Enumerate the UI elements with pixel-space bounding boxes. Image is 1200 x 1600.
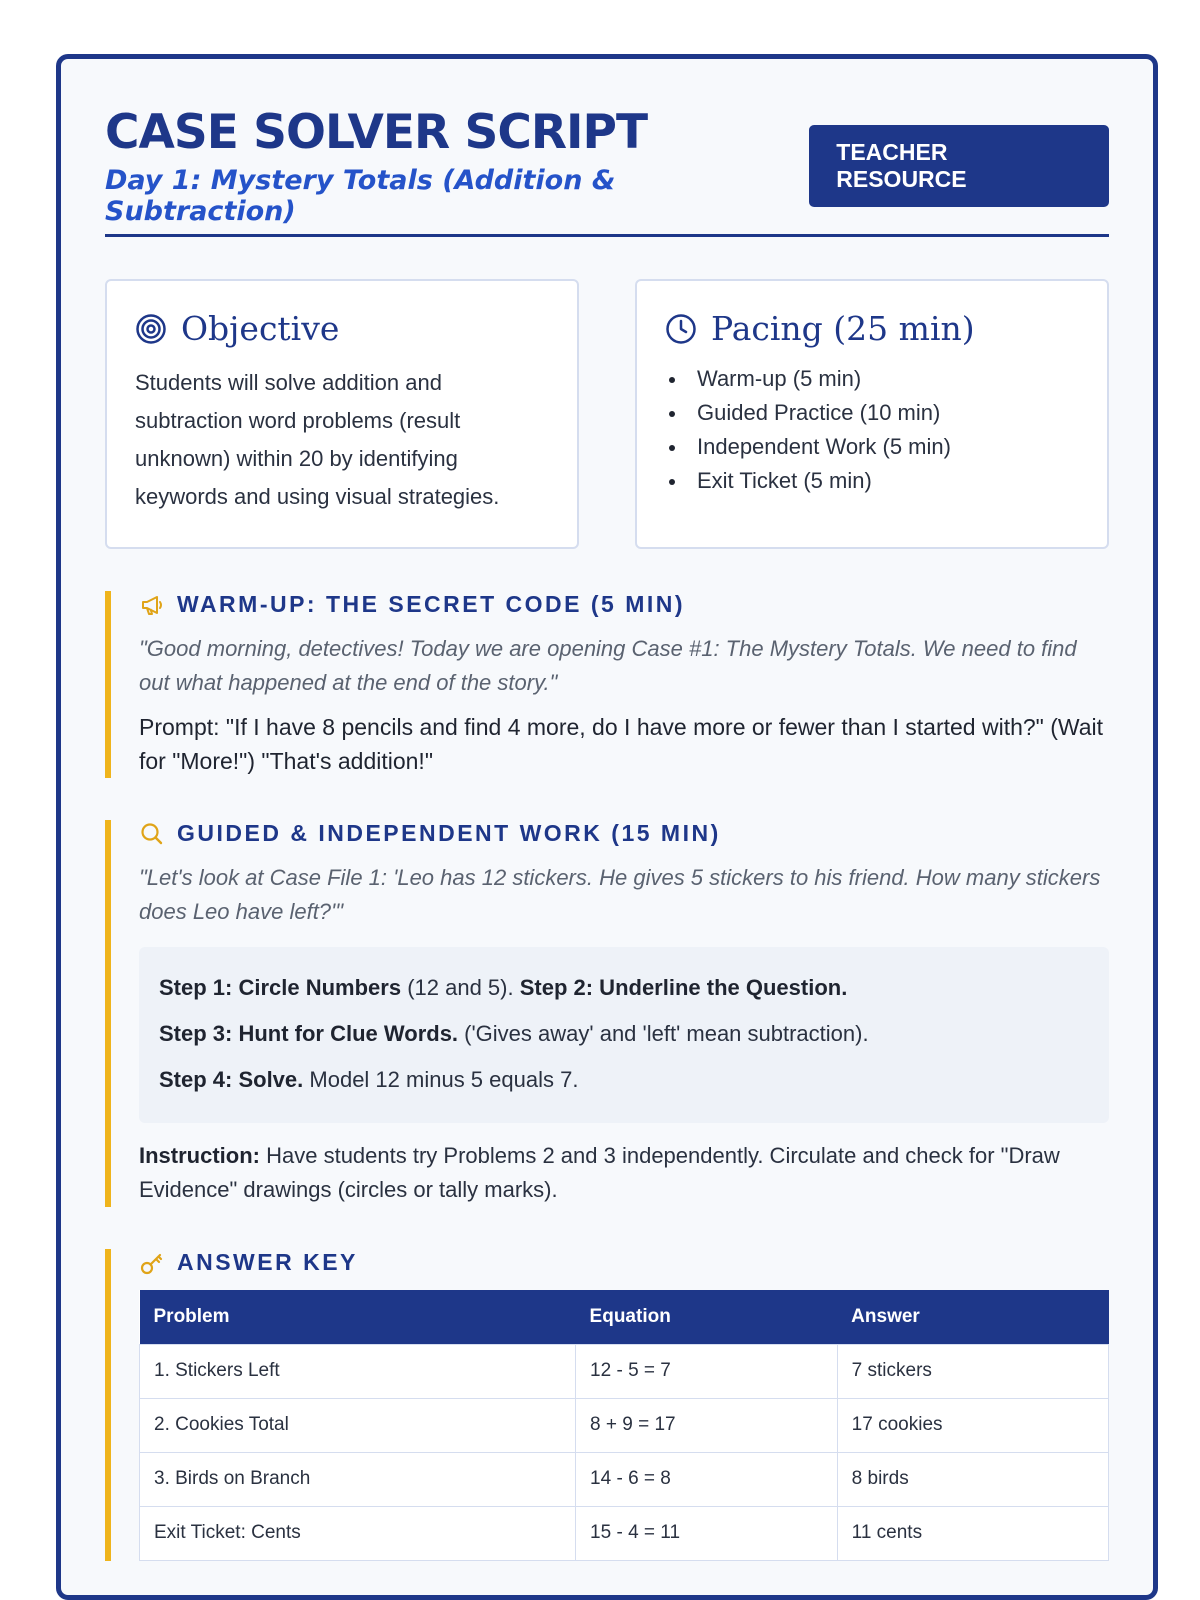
megaphone-icon — [139, 592, 165, 618]
step-4-label: Step 4: Solve. — [159, 1067, 304, 1092]
pacing-item: Warm-up (5 min) — [665, 362, 1079, 396]
clock-icon — [665, 313, 697, 345]
answer-key-title: ANSWER KEY — [177, 1249, 358, 1275]
guided-header — [139, 820, 1109, 847]
table-row — [140, 1398, 1109, 1452]
steps-box — [139, 947, 1109, 1123]
objective-header — [135, 309, 549, 348]
header — [105, 59, 1109, 237]
table-row — [140, 1452, 1109, 1506]
pacing-card — [635, 279, 1109, 549]
step-1-text: (12 and 5). — [401, 975, 520, 1000]
target-icon — [135, 313, 167, 345]
step-3-label: Step 3: Hunt for Clue Words. — [159, 1021, 459, 1046]
cell-equation: 12 - 5 = 7 — [576, 1344, 838, 1398]
cell-answer: 8 birds — [837, 1452, 1108, 1506]
info-cards — [105, 279, 1109, 549]
pacing-item: Independent Work (5 min) — [665, 430, 1079, 464]
warmup-section — [105, 591, 1109, 778]
cell-answer: 17 cookies — [837, 1398, 1108, 1452]
key-icon — [139, 1250, 165, 1276]
instruction-label: Instruction: — [139, 1143, 260, 1168]
search-icon — [139, 821, 165, 847]
column-header-problem: Problem — [140, 1290, 576, 1344]
instruction-text: Have students try Problems 2 and 3 independently. Circulate and check for "Draw Evidence" drawings (circles or tally marks). — [139, 1143, 1060, 1202]
guided-section — [105, 820, 1109, 1207]
pacing-header — [665, 309, 1079, 348]
step-4-text: Model 12 minus 5 equals 7. — [303, 1067, 579, 1092]
page-title: CASE SOLVER SCRIPT — [105, 105, 648, 160]
lesson-page — [56, 54, 1158, 1600]
warmup-quote: "Good morning, detectives! Today we are opening Case #1: The Mystery Totals. We need to find out what happened at the end of the story." — [139, 636, 1077, 695]
pacing-list — [665, 362, 1079, 498]
answer-table — [139, 1290, 1109, 1561]
answer-key-header — [139, 1249, 1109, 1276]
guided-title: GUIDED & INDEPENDENT WORK (15 MIN) — [177, 820, 721, 846]
steps-line-1 — [159, 965, 1089, 1011]
guided-quote: "Let's look at Case File 1: 'Leo has 12 stickers. He gives 5 stickers to his friend. How many stickers does Leo have left?'" — [139, 865, 1101, 924]
instruction — [139, 1139, 1109, 1207]
cell-problem: 1. Stickers Left — [140, 1344, 576, 1398]
table-row — [140, 1344, 1109, 1398]
steps-line-2 — [159, 1011, 1089, 1057]
cell-problem: 3. Birds on Branch — [140, 1452, 576, 1506]
warmup-header — [139, 591, 1109, 618]
page-subtitle: Day 1: Mystery Totals (Addition & Subtraction) — [105, 165, 616, 227]
column-header-equation: Equation — [576, 1290, 838, 1344]
cell-problem: Exit Ticket: Cents — [140, 1506, 576, 1560]
cell-equation: 15 - 4 = 11 — [576, 1506, 838, 1560]
teacher-resource-badge: TEACHER RESOURCE — [809, 125, 1109, 207]
steps-line-3 — [159, 1057, 1089, 1103]
cell-equation: 14 - 6 = 8 — [576, 1452, 838, 1506]
objective-text: Students will solve addition and subtraction word problems (result unknown) within 20 by identifying keywords and using visual strategies. — [135, 370, 500, 509]
title-block — [105, 105, 809, 227]
pacing-item: Guided Practice (10 min) — [665, 396, 1079, 430]
warmup-prompt: Prompt: "If I have 8 pencils and find 4 more, do I have more or fewer than I started with?" (Wait for "More!") "That's addition!" — [139, 714, 1104, 774]
pacing-title: Pacing (25 min) — [711, 309, 975, 348]
cell-answer: 7 stickers — [837, 1344, 1108, 1398]
objective-title: Objective — [181, 309, 340, 348]
table-header-row — [140, 1290, 1109, 1344]
cell-problem: 2. Cookies Total — [140, 1398, 576, 1452]
step-3-text: ('Gives away' and 'left' mean subtraction). — [458, 1021, 869, 1046]
column-header-answer: Answer — [837, 1290, 1108, 1344]
pacing-item: Exit Ticket (5 min) — [665, 464, 1079, 498]
cell-equation: 8 + 9 = 17 — [576, 1398, 838, 1452]
objective-card — [105, 279, 579, 549]
step-2-label: Step 2: Underline the Question. — [519, 975, 848, 1000]
step-1-label: Step 1: Circle Numbers — [159, 975, 402, 1000]
answer-key-section — [105, 1249, 1109, 1561]
cell-answer: 11 cents — [837, 1506, 1108, 1560]
table-row — [140, 1506, 1109, 1560]
warmup-title: WARM-UP: THE SECRET CODE (5 MIN) — [177, 591, 686, 617]
